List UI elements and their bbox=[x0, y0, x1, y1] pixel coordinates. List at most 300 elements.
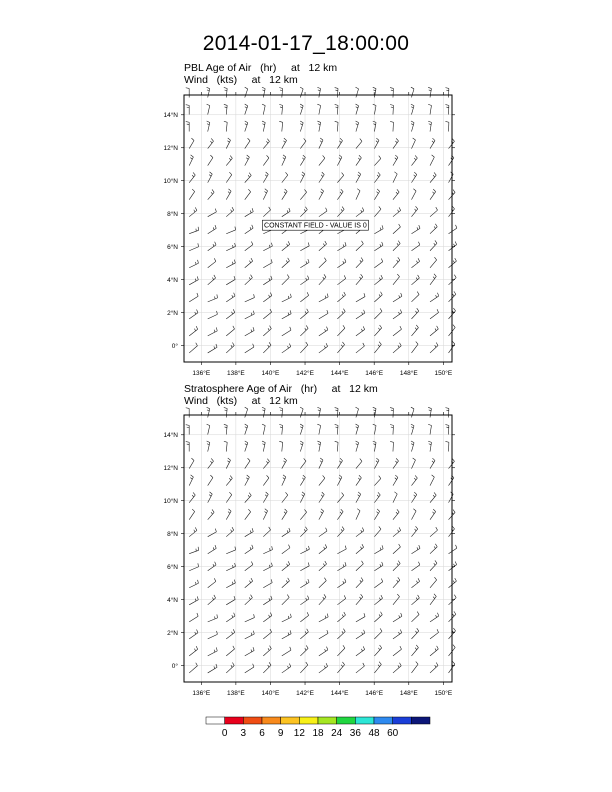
wind-barb bbox=[430, 492, 436, 502]
wind-barb bbox=[317, 87, 320, 97]
colorbar-swatch bbox=[337, 717, 356, 724]
wind-barb bbox=[189, 580, 198, 588]
wind-barb bbox=[245, 528, 253, 536]
wind-barb bbox=[430, 274, 436, 285]
wind-barb bbox=[263, 509, 267, 520]
wind-barb bbox=[449, 475, 454, 485]
colorbar-label: 0 bbox=[221, 728, 228, 739]
colorbar-label: 6 bbox=[259, 728, 265, 739]
wind-barb bbox=[317, 104, 320, 114]
lat-tick-label: 10°N bbox=[163, 178, 178, 186]
wind-barb bbox=[245, 258, 253, 268]
wind-barb bbox=[226, 243, 235, 251]
wind-barb bbox=[186, 425, 189, 435]
wind-barb bbox=[189, 138, 194, 148]
wind-barb bbox=[263, 579, 272, 587]
wind-barb bbox=[411, 206, 417, 216]
wind-barb bbox=[319, 327, 328, 336]
wind-barb bbox=[449, 561, 457, 570]
wind-barb bbox=[374, 259, 382, 268]
wind-barb bbox=[208, 631, 218, 639]
lon-tick-label: 140°E bbox=[261, 690, 280, 697]
wind-barb bbox=[282, 294, 291, 302]
wind-barb bbox=[393, 241, 400, 251]
wind-barb bbox=[208, 258, 216, 267]
wind-barb bbox=[411, 189, 416, 200]
wind-barb bbox=[226, 629, 235, 639]
wind-barb bbox=[393, 224, 400, 234]
wind-barb bbox=[374, 492, 380, 502]
wind-barb bbox=[319, 475, 325, 485]
wind-barb bbox=[390, 121, 393, 131]
wind-barb bbox=[411, 172, 416, 183]
lon-tick-label: 144°E bbox=[330, 370, 349, 377]
wind-barb bbox=[279, 424, 282, 434]
wind-barb bbox=[300, 87, 303, 97]
wind-barb bbox=[356, 208, 364, 217]
wind-barb bbox=[263, 172, 268, 183]
wind-barb bbox=[319, 294, 328, 302]
wind-barb bbox=[226, 260, 235, 268]
wind-barb bbox=[189, 155, 193, 166]
wind-barb bbox=[226, 662, 234, 672]
wind-barb bbox=[226, 189, 231, 200]
wind-barb bbox=[356, 293, 365, 302]
wind-barb bbox=[319, 630, 328, 639]
wind-barb bbox=[356, 257, 363, 267]
wind-barb bbox=[282, 343, 291, 352]
wind-barb bbox=[319, 138, 323, 149]
wind-barb bbox=[319, 155, 325, 165]
wind-barb bbox=[226, 476, 232, 486]
wind-barb bbox=[319, 578, 326, 588]
colorbar-label: 60 bbox=[387, 728, 399, 739]
wind-barb bbox=[300, 424, 303, 434]
wind-barb bbox=[208, 562, 216, 571]
lon-tick-label: 144°E bbox=[330, 690, 349, 697]
wind-barb bbox=[430, 594, 436, 605]
wind-barb bbox=[428, 121, 431, 131]
wind-barb bbox=[430, 613, 439, 622]
wind-barb bbox=[300, 309, 308, 319]
colorbar-label: 9 bbox=[277, 728, 284, 739]
wind-barb bbox=[300, 596, 309, 605]
wind-barb bbox=[208, 529, 217, 537]
wind-barb bbox=[428, 104, 431, 114]
wind-barb bbox=[207, 424, 210, 434]
wind-barb bbox=[335, 408, 338, 418]
wind-barb bbox=[208, 294, 218, 301]
wind-barb bbox=[393, 293, 402, 302]
wind-barb bbox=[430, 527, 437, 537]
wind-barb bbox=[300, 172, 304, 183]
wind-barb bbox=[319, 561, 327, 571]
wind-barb bbox=[374, 138, 379, 149]
wind-barb bbox=[356, 646, 365, 656]
wind-barb bbox=[245, 614, 255, 622]
wind-barb bbox=[245, 631, 255, 639]
wind-barb bbox=[226, 646, 234, 656]
wind-barb bbox=[374, 476, 380, 486]
wind-barb bbox=[430, 544, 437, 554]
colorbar-swatch bbox=[411, 717, 430, 724]
wind-barb bbox=[411, 628, 418, 639]
wind-barb bbox=[263, 662, 271, 673]
colorbar-swatch bbox=[225, 717, 244, 724]
wind-barb bbox=[393, 189, 399, 199]
wind-barb bbox=[374, 342, 381, 353]
colorbar-swatch bbox=[206, 717, 225, 724]
wind-barb bbox=[356, 326, 365, 336]
wind-barb bbox=[411, 275, 419, 285]
wind-barb bbox=[262, 121, 265, 131]
wind-barb bbox=[300, 441, 303, 452]
lon-tick-label: 142°E bbox=[296, 370, 314, 377]
wind-barb bbox=[356, 424, 359, 434]
wind-barb bbox=[356, 561, 363, 571]
colorbar-swatch bbox=[374, 717, 393, 724]
wind-barb bbox=[335, 424, 338, 434]
wind-barb bbox=[224, 441, 227, 451]
wind-barb bbox=[245, 294, 255, 302]
panel1-title-line2: Wind (kts) at 12 km bbox=[184, 74, 298, 86]
wind-barb bbox=[224, 424, 227, 434]
wind-barb bbox=[374, 562, 383, 571]
wind-barb bbox=[430, 155, 434, 166]
wind-barb bbox=[374, 308, 382, 318]
panel1-title-line1: PBL Age of Air (hr) at 12 km bbox=[184, 62, 338, 74]
wind-barb bbox=[356, 459, 362, 469]
wind-barb bbox=[245, 441, 248, 452]
wind-barb bbox=[208, 138, 214, 148]
wind-barb bbox=[226, 580, 235, 588]
wind-barb bbox=[263, 527, 270, 537]
colorbar-swatch bbox=[243, 717, 262, 724]
wind-barb bbox=[337, 645, 345, 656]
wind-barb bbox=[449, 155, 454, 165]
lon-tick-label: 148°E bbox=[399, 690, 418, 697]
wind-barb bbox=[356, 310, 365, 319]
wind-barb bbox=[374, 242, 383, 251]
wind-barb bbox=[319, 614, 328, 622]
wind-barb bbox=[319, 544, 327, 553]
wind-barb bbox=[390, 88, 393, 98]
wind-barb bbox=[356, 544, 364, 554]
wind-barb bbox=[245, 561, 253, 570]
colorbar-swatch bbox=[355, 717, 374, 724]
wind-barb bbox=[208, 209, 217, 217]
wind-barb bbox=[300, 662, 307, 673]
wind-barb bbox=[393, 172, 397, 183]
wind-barb bbox=[263, 459, 269, 469]
wind-barb bbox=[445, 121, 448, 131]
wind-barb bbox=[430, 189, 436, 200]
wind-barb bbox=[430, 326, 438, 336]
wind-barb bbox=[449, 545, 457, 554]
wind-barb bbox=[300, 407, 303, 417]
wind-barb bbox=[189, 207, 197, 216]
wind-barb bbox=[411, 441, 414, 452]
wind-barb bbox=[282, 327, 291, 336]
wind-barb bbox=[226, 492, 232, 502]
wind-barb bbox=[245, 664, 254, 673]
wind-barb bbox=[411, 308, 418, 319]
wind-barb bbox=[337, 309, 345, 319]
wind-barb bbox=[317, 121, 320, 131]
wind-barb bbox=[300, 292, 308, 302]
wind-barb bbox=[317, 424, 320, 434]
wind-barb bbox=[337, 662, 344, 673]
wind-barb bbox=[208, 492, 213, 503]
wind-barb bbox=[355, 407, 358, 417]
wind-barb bbox=[393, 630, 402, 639]
wind-barb bbox=[189, 189, 194, 200]
lat-tick-label: 4°N bbox=[167, 596, 178, 604]
wind-barb bbox=[411, 407, 414, 417]
wind-barb bbox=[319, 172, 324, 183]
wind-barb bbox=[374, 292, 382, 302]
wind-barb bbox=[189, 563, 198, 570]
wind-barb bbox=[282, 545, 290, 554]
wind-barb bbox=[263, 155, 269, 165]
wind-barb bbox=[337, 493, 343, 503]
wind-barb bbox=[445, 425, 448, 435]
lon-tick-label: 150°E bbox=[434, 370, 453, 377]
wind-barb bbox=[411, 645, 418, 656]
wind-barb bbox=[300, 155, 305, 166]
wind-barb bbox=[282, 492, 288, 502]
wind-barb bbox=[374, 662, 381, 673]
wind-barb bbox=[300, 276, 309, 285]
wind-barb bbox=[300, 121, 303, 132]
wind-barb bbox=[374, 579, 382, 588]
wind-barb bbox=[226, 326, 234, 336]
wind-barb bbox=[262, 407, 265, 417]
wind-barb bbox=[189, 458, 194, 468]
wind-barb bbox=[226, 613, 235, 622]
map-panel-pbl bbox=[163, 87, 456, 377]
wind-barb bbox=[393, 310, 402, 319]
wind-barb bbox=[317, 441, 320, 451]
wind-barb bbox=[356, 509, 360, 520]
colorbar-swatch bbox=[318, 717, 337, 724]
wind-barb bbox=[226, 547, 235, 554]
wind-barb bbox=[356, 104, 359, 114]
wind-barb bbox=[282, 241, 290, 251]
wind-barb bbox=[282, 561, 290, 571]
wind-barb bbox=[245, 87, 248, 97]
wind-barb bbox=[279, 121, 282, 131]
wind-barb bbox=[208, 614, 218, 621]
wind-barb bbox=[245, 424, 248, 434]
lat-tick-label: 6°N bbox=[167, 563, 178, 571]
wind-barb bbox=[337, 173, 343, 183]
wind-barb bbox=[393, 138, 399, 148]
colorbar-label: 12 bbox=[293, 728, 305, 739]
wind-barb bbox=[282, 310, 291, 319]
wind-barb bbox=[374, 526, 381, 536]
wind-barb bbox=[319, 258, 326, 268]
wind-barb bbox=[430, 293, 439, 302]
wind-barb bbox=[282, 528, 290, 537]
wind-barb bbox=[245, 121, 248, 132]
wind-barb bbox=[263, 189, 267, 200]
wind-barb bbox=[300, 492, 304, 503]
wind-barb bbox=[411, 578, 419, 587]
wind-barb bbox=[430, 560, 437, 570]
wind-barb bbox=[208, 475, 213, 485]
wind-barb bbox=[189, 547, 198, 554]
wind-barb bbox=[208, 225, 217, 234]
wind-barb bbox=[282, 189, 287, 200]
wind-barb bbox=[189, 596, 198, 604]
wind-barb bbox=[300, 342, 307, 353]
wind-barb bbox=[319, 492, 324, 503]
wind-barb bbox=[428, 441, 431, 451]
wind-barb bbox=[208, 458, 214, 468]
wind-barb bbox=[245, 545, 253, 554]
wind-barb bbox=[374, 545, 383, 553]
wind-barb bbox=[411, 509, 416, 520]
wind-barb bbox=[226, 509, 231, 520]
wind-barb bbox=[390, 408, 393, 418]
wind-barb bbox=[245, 493, 251, 503]
wind-barb bbox=[208, 242, 216, 251]
wind-barb bbox=[319, 241, 327, 251]
wind-barb bbox=[374, 189, 379, 200]
wind-barb bbox=[374, 156, 380, 166]
wind-barb bbox=[189, 172, 195, 182]
wind-barb bbox=[189, 227, 198, 234]
wind-barb bbox=[356, 492, 361, 503]
wind-barb bbox=[263, 207, 270, 217]
wind-barb bbox=[186, 88, 189, 98]
wind-barb bbox=[263, 596, 272, 605]
wind-barb bbox=[245, 407, 248, 417]
wind-barb bbox=[374, 628, 382, 638]
wind-barb bbox=[226, 458, 230, 469]
wind-barb bbox=[189, 326, 198, 336]
wind-barb bbox=[189, 646, 198, 656]
wind-barb bbox=[300, 629, 308, 639]
wind-barb bbox=[337, 527, 344, 537]
wind-barb bbox=[428, 424, 431, 434]
wind-barb bbox=[430, 509, 436, 520]
wind-barb bbox=[430, 577, 437, 588]
wind-barb bbox=[245, 327, 254, 336]
wind-barb bbox=[393, 458, 399, 468]
wind-barb bbox=[445, 441, 448, 451]
panel2-title-line2: Wind (kts) at 12 km bbox=[184, 395, 298, 407]
wind-barb bbox=[263, 276, 272, 285]
wind-barb bbox=[300, 189, 306, 199]
wind-barb bbox=[356, 241, 363, 251]
wind-barb bbox=[226, 527, 233, 537]
wind-barb bbox=[374, 325, 381, 336]
lat-tick-label: 0° bbox=[171, 662, 178, 670]
wind-barb bbox=[337, 509, 343, 520]
wind-barb bbox=[356, 475, 361, 485]
wind-barb bbox=[245, 104, 248, 114]
lat-tick-label: 8°N bbox=[167, 530, 178, 538]
wind-barb bbox=[189, 613, 198, 622]
wind-barb bbox=[263, 259, 272, 267]
wind-barb bbox=[411, 662, 418, 673]
wind-barb bbox=[430, 309, 439, 319]
colorbar-label: 24 bbox=[331, 728, 343, 739]
wind-barb bbox=[207, 87, 210, 97]
wind-barb bbox=[226, 172, 232, 182]
wind-barb bbox=[411, 562, 419, 571]
wind-barb bbox=[224, 104, 227, 114]
wind-barb bbox=[208, 595, 216, 605]
wind-barb bbox=[245, 344, 254, 353]
wind-barb bbox=[224, 87, 227, 97]
wind-barb bbox=[411, 325, 418, 336]
wind-barb bbox=[337, 629, 345, 639]
wind-barb bbox=[430, 458, 435, 468]
wind-barb bbox=[226, 207, 233, 217]
wind-barb bbox=[411, 258, 419, 267]
wind-barb bbox=[245, 138, 250, 148]
wind-barb bbox=[224, 121, 227, 131]
colorbar-swatch bbox=[262, 717, 281, 724]
wind-barb bbox=[356, 343, 364, 353]
wind-barb bbox=[282, 509, 287, 520]
lat-tick-label: 14°N bbox=[163, 112, 178, 120]
wind-barb bbox=[282, 614, 291, 622]
wind-barb bbox=[319, 458, 323, 469]
wind-barb bbox=[189, 475, 193, 486]
wind-barb bbox=[335, 104, 338, 114]
wind-barb bbox=[245, 647, 254, 656]
wind-barb bbox=[393, 207, 401, 216]
wind-barb bbox=[390, 104, 393, 114]
wind-barb bbox=[337, 546, 346, 554]
colorbar-swatch bbox=[393, 717, 412, 724]
colorbar-label: 48 bbox=[368, 728, 380, 739]
wind-barb bbox=[245, 509, 251, 519]
constant-field-label: CONSTANT FIELD - VALUE IS 0 bbox=[264, 222, 367, 230]
wind-barb bbox=[282, 208, 290, 217]
wind-barb bbox=[282, 258, 290, 268]
wind-barb bbox=[411, 424, 414, 434]
wind-barb bbox=[226, 596, 235, 605]
colorbar-swatch bbox=[299, 717, 318, 724]
colorbar-label: 3 bbox=[240, 728, 247, 739]
wind-barb bbox=[300, 259, 309, 268]
wind-barb bbox=[337, 325, 345, 336]
wind-barb bbox=[337, 579, 346, 588]
wind-barb bbox=[337, 612, 345, 622]
wind-barb bbox=[208, 647, 218, 655]
wind-barb bbox=[393, 492, 397, 503]
wind-barb bbox=[208, 311, 218, 319]
wind-barb bbox=[374, 509, 379, 520]
wind-barb bbox=[335, 88, 338, 98]
wind-barb bbox=[337, 275, 345, 284]
wind-barb bbox=[226, 342, 234, 352]
wind-barb bbox=[428, 407, 431, 417]
wind-barb bbox=[393, 544, 400, 554]
wind-barb bbox=[245, 173, 251, 183]
wind-barb bbox=[208, 275, 216, 285]
wind-barb bbox=[186, 122, 189, 132]
lon-tick-label: 138°E bbox=[226, 690, 245, 697]
wind-barb bbox=[411, 342, 418, 353]
wind-barb bbox=[411, 138, 415, 149]
lat-tick-label: 2°N bbox=[167, 309, 178, 317]
